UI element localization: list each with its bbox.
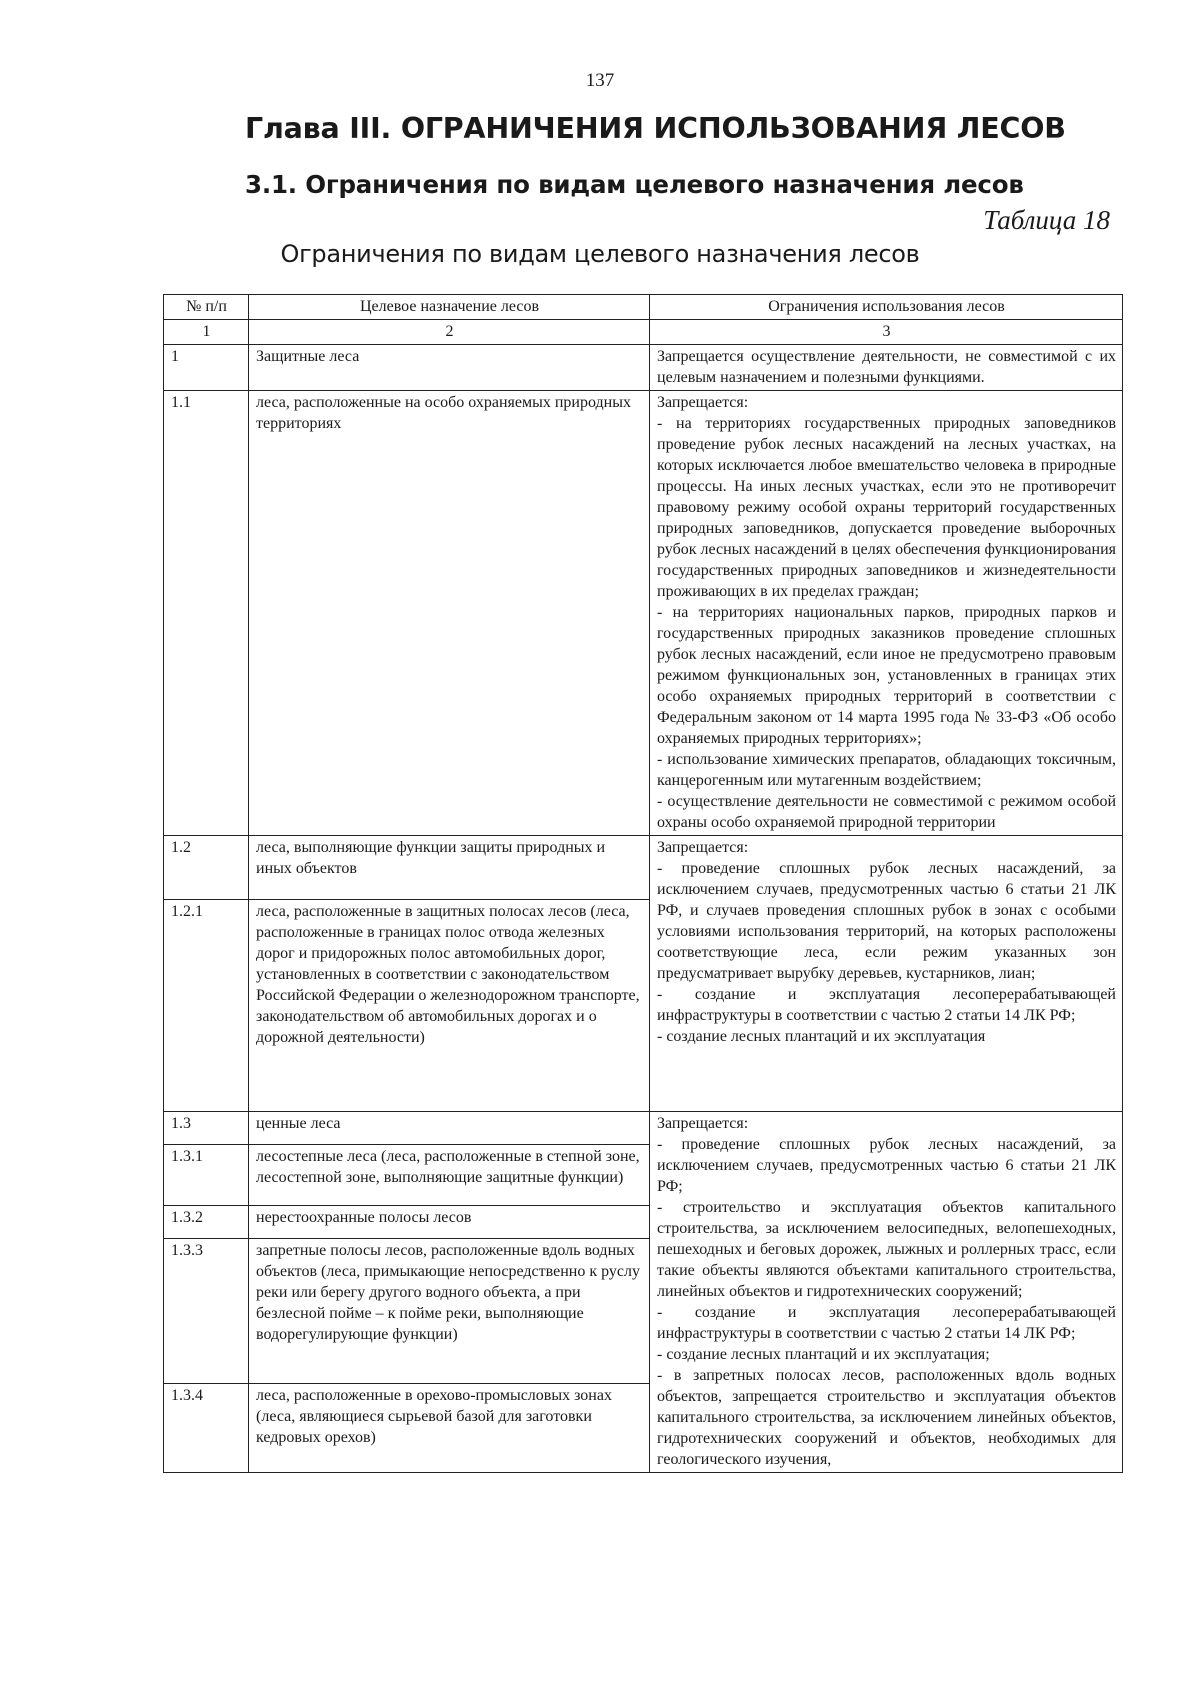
row-purpose: леса, расположенные в орехово-промысловых зонах (леса, являющиеся сырьевой базой для заготовки кедровых орехов): [249, 1384, 650, 1473]
row-number: 1.3.3: [164, 1239, 249, 1384]
restriction-line: - на территориях государственных природных заповедников проведение рубок лесных насаждений на лесных участках, на которых исключается любое вмешательство человека в природные процессы. На иных лесных участках, если это не противоречит правовому режиму особой охраны территорий государственных природных заповедников, допускается проведение выборочных рубок лесных насаждений в целях обеспечения функционирования государственных природных заповедников и жизнедеятельности проживающих в их пределах граждан;: [657, 415, 1116, 600]
column-number-row: [164, 320, 1123, 345]
row-purpose: ценные леса: [249, 1112, 650, 1145]
row-number: 1.3: [164, 1112, 249, 1145]
header-restrictions: Ограничения использования лесов: [650, 295, 1123, 320]
restriction-line: - использование химических препаратов, обладающих токсичным, канцерогенным или мутагенным воздействием;: [657, 751, 1116, 789]
row-purpose: запретные полосы лесов, расположенные вдоль водных объектов (леса, примыкающие непосредственно к руслу реки или берегу другого водного объекта, а при безлесной пойме – к пойме реки, выполняющие водорегулирующие функции): [249, 1239, 650, 1384]
row-purpose: лесостепные леса (леса, расположенные в степной зоне, лесостепной зоне, выполняющие защитные функции): [249, 1145, 650, 1206]
row-restrictions: [650, 836, 1123, 1112]
page-number: 137: [585, 70, 615, 91]
restriction-line: - создание лесных плантаций и их эксплуатация: [657, 1028, 986, 1045]
row-number: 1.3.2: [164, 1206, 249, 1239]
header-purpose: Целевое назначение лесов: [249, 295, 650, 320]
restriction-line: - проведение сплошных рубок лесных насаждений, за исключением случаев, предусмотренных частью 6 статьи 21 ЛК РФ, и случаев проведения сплошных рубок в зонах с особыми условиями использования территорий, на которых расположены соответствующие леса, если режим указанных зон предусматривает вырубку деревьев, кустарников, лиан;: [657, 860, 1116, 982]
table-row: [164, 1112, 1123, 1145]
restriction-line: - создание и эксплуатация лесоперерабатывающей инфраструктуры в соответствии с частью 2 статьи 14 ЛК РФ;: [657, 1304, 1116, 1342]
row-number: 1.3.1: [164, 1145, 249, 1206]
restriction-line: - строительство и эксплуатация объектов капитального строительства, за исключением велосипедных, велопешеходных, пешеходных и беговых дорожек, лыжных и роллерных трасс, если такие объекты являются объектами капитального строительства, линейных объектов и гидротехнических сооружений;: [657, 1199, 1116, 1300]
restriction-line: Запрещается:: [657, 839, 749, 856]
table-header-row: [164, 295, 1123, 320]
restriction-line: - осуществление деятельности не совместимой с режимом особой охраны особо охраняемой природной территории: [657, 793, 1116, 831]
row-purpose: Защитные леса: [249, 345, 650, 391]
table-row: [164, 391, 1123, 836]
column-number-1: 1: [164, 320, 249, 345]
row-purpose: леса, расположенные на особо охраняемых природных территориях: [249, 391, 650, 836]
row-restrictions: Запрещается осуществление деятельности, не совместимой с их целевым назначением и полезными функциями.: [650, 345, 1123, 391]
restriction-line: Запрещается:: [657, 394, 749, 411]
row-purpose: леса, расположенные в защитных полосах лесов (леса, расположенные в границах полос отвода железных дорог и придорожных полос автомобильных дорог, установленных в соответствии с законодательством Российской Федерации о железнодорожном транспорте, законодательством об автомобильных дорогах и о дорожной деятельности): [249, 900, 650, 1112]
column-number-3: 3: [650, 320, 1123, 345]
restriction-line: - на территориях национальных парков, природных парков и государственных природных заказников проведение сплошных рубок лесных насаждений, если иное не предусмотрено правовым режимом функциональных зон, установленных в границах этих особо охраняемых природных территорий в соответствии с Федеральным законом от 14 марта 1995 года № 33-ФЗ «Об особо охраняемых природных территориях»;: [657, 604, 1116, 747]
row-purpose: леса, выполняющие функции защиты природных и иных объектов: [249, 836, 650, 900]
restriction-line: - в запретных полосах лесов, расположенных вдоль водных объектов, запрещается строительство и эксплуатация объектов капитального строительства, за исключением линейных объектов, гидротехнических сооружений и объектов, необходимых для геологического изучения,: [657, 1367, 1116, 1468]
column-number-2: 2: [249, 320, 650, 345]
chapter-title: Глава III. ОГРАНИЧЕНИЯ ИСПОЛЬЗОВАНИЯ ЛЕСОВ: [245, 112, 1066, 145]
restriction-line: - создание лесных плантаций и их эксплуатация;: [657, 1346, 990, 1363]
row-purpose: нерестоохранные полосы лесов: [249, 1206, 650, 1239]
restriction-line: Запрещается:: [657, 1115, 749, 1132]
row-number: 1.1: [164, 391, 249, 836]
row-restrictions: [650, 1112, 1123, 1473]
restrictions-table: [163, 294, 1123, 1473]
row-number: 1.3.4: [164, 1384, 249, 1473]
row-restrictions: [650, 391, 1123, 836]
row-number: 1.2.1: [164, 900, 249, 1112]
restriction-line: - создание и эксплуатация лесоперерабатывающей инфраструктуры в соответствии с частью 2 статьи 14 ЛК РФ;: [657, 986, 1116, 1024]
table-row: [164, 836, 1123, 900]
header-number: № п/п: [164, 295, 249, 320]
row-number: 1: [164, 345, 249, 391]
row-number: 1.2: [164, 836, 249, 900]
table-label: Таблица 18: [983, 205, 1110, 235]
section-title: 3.1. Ограничения по видам целевого назначения лесов: [245, 170, 1024, 199]
table-row: [164, 345, 1123, 391]
table-caption: Ограничения по видам целевого назначения лесов: [280, 240, 920, 268]
restriction-line: - проведение сплошных рубок лесных насаждений, за исключением случаев, предусмотренных частью 6 статьи 21 ЛК РФ;: [657, 1136, 1116, 1195]
